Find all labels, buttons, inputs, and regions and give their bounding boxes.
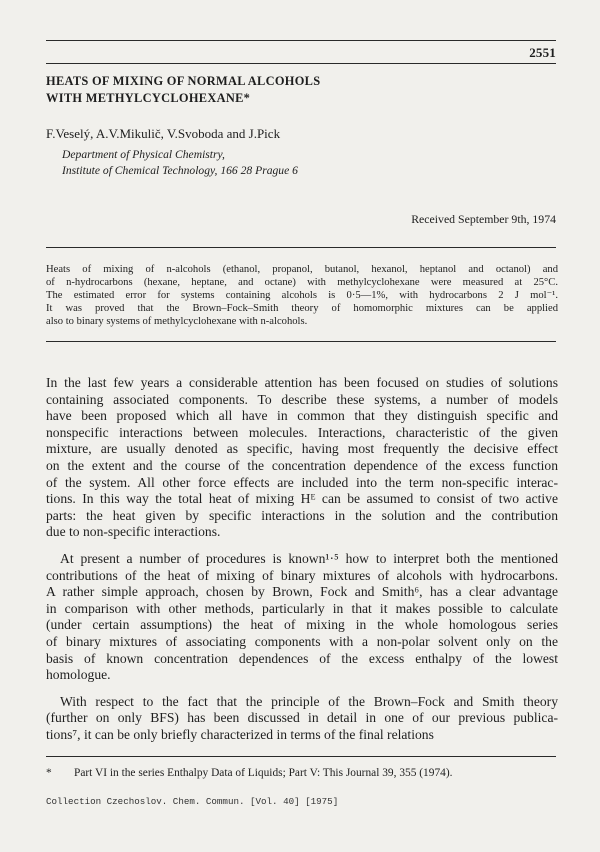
- article-title: [46, 73, 486, 107]
- body-line: homologue.: [46, 667, 111, 683]
- journal-citation: Collection Czechoslov. Chem. Commun. [Vol. 40] [1975]: [46, 796, 339, 807]
- received-date: Received September 9th, 1974: [411, 212, 556, 226]
- abstract: [46, 263, 558, 328]
- affiliation-line: Department of Physical Chemistry,: [62, 148, 225, 161]
- affiliation: [62, 147, 298, 178]
- footnote-text: Part VI in the series Enthalpy Data of Liquids; Part V: This Journal 39, 355 (1974).: [74, 767, 453, 779]
- page-number: 2551: [529, 45, 556, 60]
- body-line: basis of known concentration dependences of the excess enthalpy of the lowest: [46, 650, 558, 666]
- footnote-marker: *: [46, 767, 52, 779]
- body-line: on the extent and the course of the concentration dependence of the excess function: [46, 457, 558, 473]
- footnote: [46, 767, 558, 779]
- body-line: have been proposed which all have in common that they distinguish specific and: [46, 408, 558, 424]
- title-line: WITH METHYLCYCLOHEXANE*: [46, 91, 251, 105]
- abstract-top-rule: [46, 247, 556, 248]
- body-line: containing associated components. To describe these systems, a number of models: [46, 391, 558, 407]
- body-line: tions. In this way the total heat of mixing Hᴱ can be assumed to consist of two active: [46, 491, 558, 507]
- title-line: HEATS OF MIXING OF NORMAL ALCOHOLS: [46, 74, 321, 88]
- affiliation-line: Institute of Chemical Technology, 166 28 Prague 6: [62, 163, 298, 177]
- footnote-rule: [46, 756, 556, 757]
- abstract-line: Heats of mixing of n-alcohols (ethanol, propanol, butanol, hexanol, heptanol and octanol) and: [46, 264, 558, 275]
- abstract-line: It was proved that the Brown–Fock–Smith theory of homomorphic mixtures can be applied: [46, 303, 558, 314]
- top-rule: [46, 40, 556, 41]
- abstract-line: The estimated error for systems containing alcohols is 0·5—1%, with hydrocarbons 2 J mol⁻¹.: [46, 290, 558, 301]
- body-line: of the system. All other force effects are included into the term non-specific interac-: [46, 474, 558, 490]
- body-line: (further on only BFS) has been discussed in detail in one of our previous publica-: [46, 710, 558, 726]
- body-line: tions⁷, it can be only briefly characterized in terms of the final relations: [46, 726, 434, 742]
- body-line: At present a number of procedures is known¹·⁵ how to interpret both the mentioned: [60, 550, 558, 566]
- abstract-bottom-rule: [46, 341, 556, 342]
- body-line: (under certain assumptions) the heat of mixing in the whole homologous series: [46, 617, 558, 633]
- body-paragraph: [46, 694, 558, 744]
- authors: F.Veselý, A.V.Mikulič, V.Svoboda and J.Pick: [46, 126, 281, 141]
- article-body: [46, 375, 558, 753]
- body-line: With respect to the fact that the principle of the Brown–Fock and Smith theory: [60, 693, 558, 709]
- abstract-line: also to binary systems of methylcyclohexane with n-alcohols.: [46, 316, 308, 327]
- body-line: parts: the heat given by specific interactions in the solution and the contribution: [46, 507, 558, 523]
- body-line: of binary mixtures of associating components with a non-polar solvent only on the: [46, 633, 558, 649]
- body-line: In the last few years a considerable attention has been focused on studies of solutions: [46, 375, 558, 390]
- body-line: A rather simple approach, chosen by Brown, Fock and Smith⁶, has a clear advantage: [46, 584, 558, 600]
- abstract-line: of n-hydrocarbons (hexane, heptane, and octane) with methylcyclohexane were measured at 25°C.: [46, 277, 558, 288]
- body-line: nonspecific interactions between molecules. Interactions, characteristic of the given: [46, 424, 558, 440]
- body-paragraph: [46, 375, 558, 541]
- body-paragraph: [46, 551, 558, 684]
- body-line: contributions of the heat of mixing of binary mixtures of alcohols with hydrocarbons.: [46, 567, 558, 583]
- body-line: in comparison with other methods, particularly in that it makes possible to calculate: [46, 600, 558, 616]
- header-rule: [46, 63, 556, 64]
- body-line: due to non-specific interactions.: [46, 524, 221, 540]
- body-line: mixture, are usually denoted as specific, having most frequently the decisive effect: [46, 441, 558, 457]
